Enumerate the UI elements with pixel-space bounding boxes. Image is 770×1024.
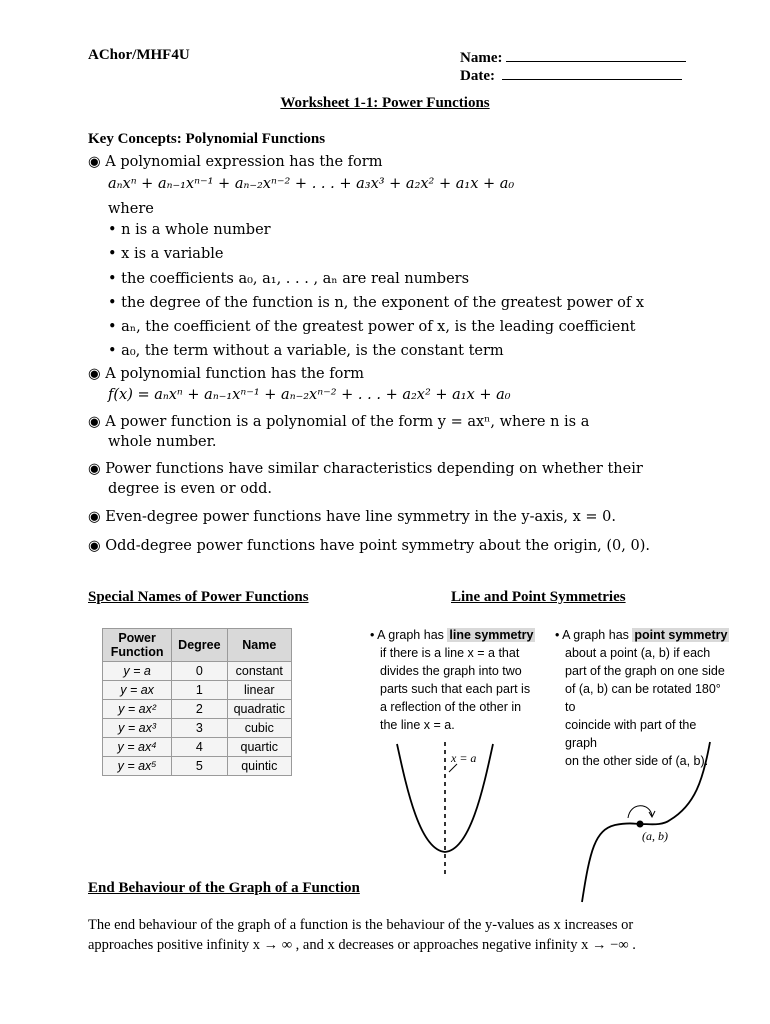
bullet-3: ◉ A power function is a polynomial of the form y = axⁿ, where n is a <box>88 414 590 430</box>
polynomial-expression-formula: aₙxⁿ + aₙ₋₁xⁿ⁻¹ + aₙ₋₂xⁿ⁻² + . . . + a₃x³ + a₂x² + a₁x + a₀ <box>108 176 515 192</box>
point-symmetry-description: • A graph has point symmetry about a point (a, b) if each part of the graph on one side of (a, b) can be rotated 180° to coincide with part of the graph on the other side of (a, b). <box>555 628 728 768</box>
name-blank[interactable] <box>506 47 686 62</box>
table-row: y = ax⁴ 4 quartic <box>103 738 292 757</box>
line-symmetry-label: x = a <box>451 751 477 765</box>
label-pointer <box>449 764 457 772</box>
bullet-5: ◉ Even-degree power functions have line symmetry in the y-axis, x = 0. <box>88 509 616 525</box>
rotation-arrow <box>628 806 652 818</box>
table-row: y = ax⁵ 5 quintic <box>103 757 292 776</box>
date-label: Date: <box>460 68 495 84</box>
name-label: Name: <box>460 50 503 66</box>
table-header-function: Power Function <box>103 629 172 662</box>
table-header-name: Name <box>227 629 291 662</box>
sub-bullet-4: • the degree of the function is n, the exponent of the greatest power of x <box>108 295 645 311</box>
name-field[interactable] <box>460 47 686 67</box>
sub-bullet-2: • x is a variable <box>108 246 224 262</box>
point-symmetry-graph <box>570 740 720 905</box>
sub-bullet-3: • the coefficients a₀, a₁, . . . , aₙ are real numbers <box>108 271 470 287</box>
table-row: y = a 0 constant <box>103 662 292 681</box>
key-concepts-heading: Key Concepts: Polynomial Functions <box>88 131 326 147</box>
date-field[interactable] <box>460 65 682 85</box>
symmetries-heading: Line and Point Symmetries <box>451 589 626 605</box>
bullet-3-line-2: whole number. <box>108 434 217 450</box>
bullet-icon: ◉ <box>88 414 101 430</box>
bullet-4-line-2: degree is even or odd. <box>108 481 273 497</box>
bullet-2: ◉ A polynomial function has the form <box>88 366 365 382</box>
bullet-icon: ◉ <box>88 154 101 170</box>
bullet-icon: ◉ <box>88 509 101 525</box>
table-row: y = ax³ 3 cubic <box>103 719 292 738</box>
polynomial-function-formula: f(x) = aₙxⁿ + aₙ₋₁xⁿ⁻¹ + aₙ₋₂xⁿ⁻² + . . . + a₂x² + a₁x + a₀ <box>108 387 511 403</box>
table-row: y = ax² 2 quadratic <box>103 700 292 719</box>
special-names-heading: Special Names of Power Functions <box>88 589 309 605</box>
sub-bullet-5: • aₙ, the coefficient of the greatest power of x, is the leading coefficient <box>108 319 636 335</box>
table-header-degree: Degree <box>172 629 227 662</box>
end-behaviour-text: The end behaviour of the graph of a function is the behaviour of the y-values as x increases or approaches positive infinity x → ∞ , and x decreases or approaches negative infinity x → −∞ . <box>88 917 636 953</box>
end-behaviour-heading: End Behaviour of the Graph of a Function <box>88 880 360 896</box>
power-functions-table <box>102 628 292 776</box>
center-point <box>637 821 644 828</box>
bullet-1-intro: A polynomial expression has the form <box>105 154 383 170</box>
where-label: where <box>108 201 154 217</box>
bullet-6: ◉ Odd-degree power functions have point symmetry about the origin, (0, 0). <box>88 538 650 554</box>
bullet-icon: ◉ <box>88 538 101 554</box>
point-symmetry-label: (a, b) <box>642 829 668 843</box>
date-blank[interactable] <box>502 65 682 80</box>
point-symmetry-term: point symmetry <box>634 628 728 642</box>
cubic-curve <box>582 742 710 902</box>
course-code: AChor/MHF4U <box>88 47 190 63</box>
line-symmetry-graph <box>385 740 505 880</box>
bullet-icon: ◉ <box>88 461 101 477</box>
table-row: y = ax 1 linear <box>103 681 292 700</box>
bullet-1 <box>88 154 382 170</box>
bullet-4: ◉ Power functions have similar characteristics depending on whether their <box>88 461 643 477</box>
bullet-icon: ◉ <box>88 366 101 382</box>
line-symmetry-description: • A graph has line symmetry if there is a line x = a that divides the graph into two parts such that each part is a reflection of the other in the line x = a. <box>370 628 534 732</box>
sub-bullet-6: • a₀, the term without a variable, is the constant term <box>108 343 504 359</box>
worksheet-title: Worksheet 1-1: Power Functions <box>280 95 490 111</box>
line-symmetry-term: line symmetry <box>449 628 534 642</box>
sub-bullet-1: • n is a whole number <box>108 222 271 238</box>
